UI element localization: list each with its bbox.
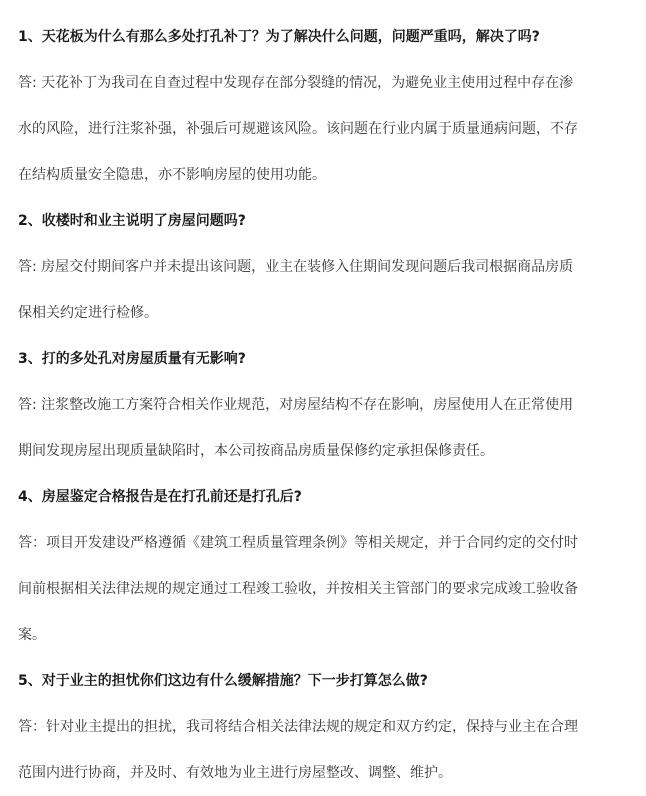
answer-1-line-1: 答: 天花补丁为我司在自查过程中发现存在部分裂缝的情况，为避免业主使用过程中存在渗 xyxy=(18,75,574,91)
answer-1-line-2: 水的风险，进行注浆补强，补强后可规避该风险。该问题在行业内属于质量通病问题，不存 xyxy=(18,121,578,137)
question-3: 3、打的多处孔对房屋质量有无影响? xyxy=(18,351,246,367)
qa-item-5 xyxy=(18,658,628,796)
qa-item-2 xyxy=(18,198,628,336)
answer-4-line-1: 答：项目开发建设严格遵循《建筑工程质量管理条例》等相关规定，并于合同约定的交付时 xyxy=(18,535,578,551)
answer-4-line-2: 间前根据相关法律法规的规定通过工程竣工验收，并按相关主管部门的要求完成竣工验收备 xyxy=(18,581,578,597)
answer-3 xyxy=(18,382,628,474)
answer-1 xyxy=(18,60,628,198)
answer-3-line-1: 答: 注浆整改施工方案符合相关作业规范，对房屋结构不存在影响，房屋使用人在正常使用 xyxy=(18,397,574,413)
question-2: 2、收楼时和业主说明了房屋问题吗? xyxy=(18,213,246,229)
answer-1-line-3: 在结构质量安全隐患，亦不影响房屋的使用功能。 xyxy=(18,167,326,183)
qa-item-4 xyxy=(18,474,628,658)
qa-item-1 xyxy=(18,14,628,198)
qa-item-3 xyxy=(18,336,628,474)
answer-5-line-2: 范围内进行协商，并及时、有效地为业主进行房屋整改、调整、维护。 xyxy=(18,765,452,781)
answer-3-line-2: 期间发现房屋出现质量缺陷时，本公司按商品房质量保修约定承担保修责任。 xyxy=(18,443,494,459)
answer-4-line-3: 案。 xyxy=(18,627,46,643)
answer-4 xyxy=(18,520,628,658)
question-5: 5、对于业主的担忧你们这边有什么缓解措施？下一步打算怎么做? xyxy=(18,673,428,689)
answer-2-line-2: 保相关约定进行检修。 xyxy=(18,305,158,321)
answer-5 xyxy=(18,704,628,796)
question-4: 4、房屋鉴定合格报告是在打孔前还是打孔后? xyxy=(18,489,302,505)
answer-5-line-1: 答：针对业主提出的担扰，我司将结合相关法律法规的规定和双方约定，保持与业主在合理 xyxy=(18,719,578,735)
question-1: 1、天花板为什么有那么多处打孔补丁？为了解决什么问题，问题严重吗，解决了吗? xyxy=(18,29,540,45)
answer-2-line-1: 答: 房屋交付期间客户并未提出该问题，业主在装修入住期间发现问题后我司根据商品房质 xyxy=(18,259,574,275)
answer-2 xyxy=(18,244,628,336)
